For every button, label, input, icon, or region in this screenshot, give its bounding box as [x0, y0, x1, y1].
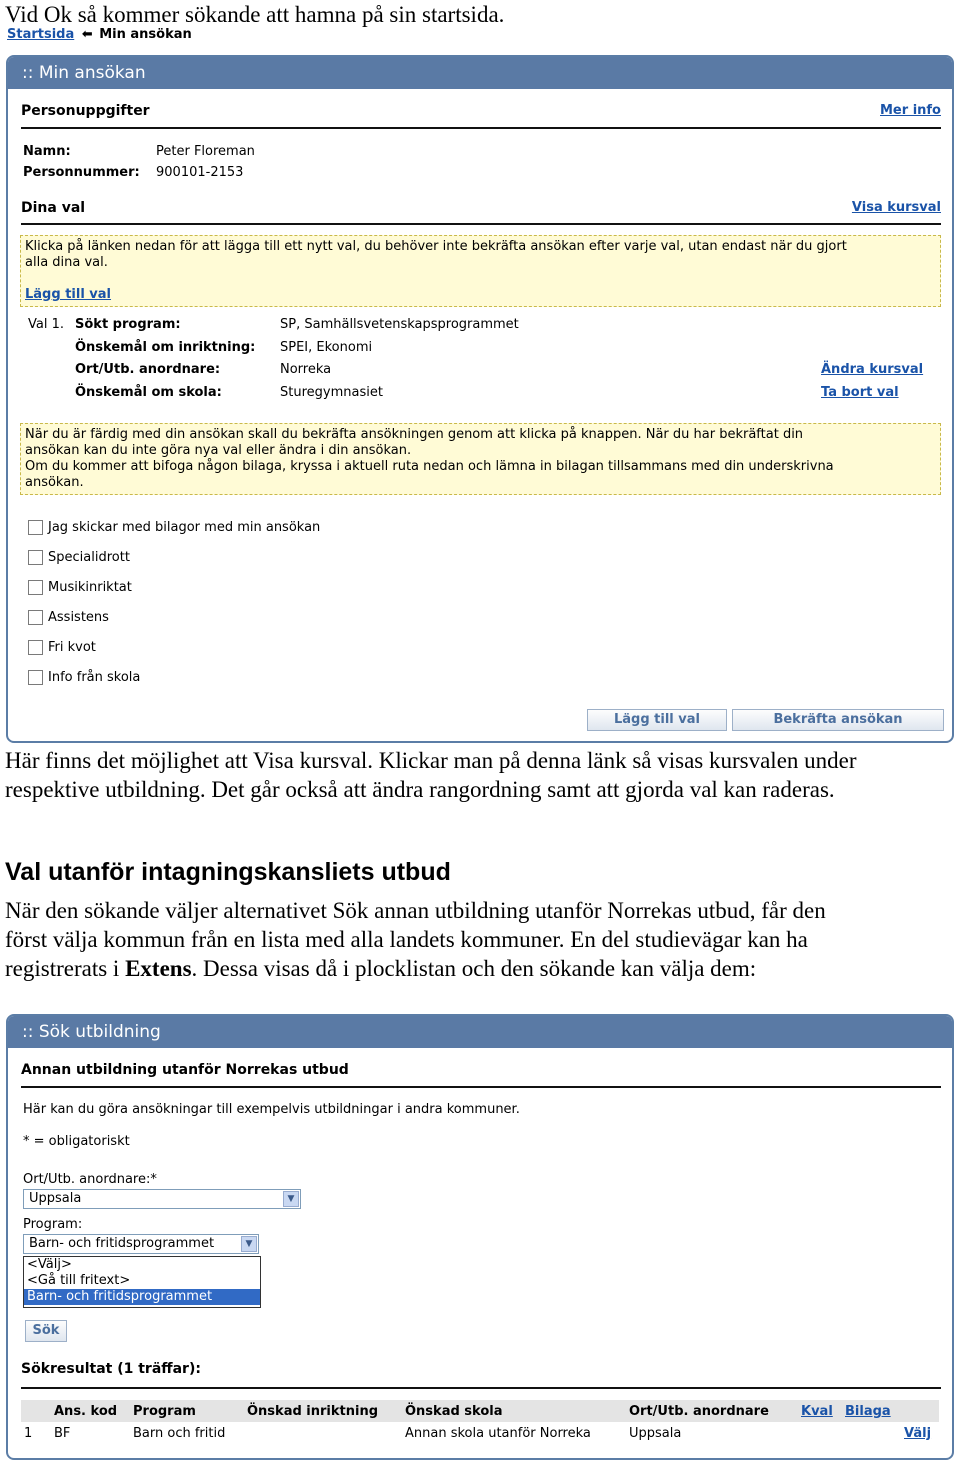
personal-info-title: Personuppgifter: [21, 103, 150, 119]
choice-row-value: SPEI, Ekonomi: [280, 340, 373, 355]
section-heading: Val utanför intagningskansliets utbud: [5, 858, 451, 886]
dropdown-option-selected[interactable]: Barn- och fritidsprogrammet: [24, 1289, 260, 1305]
chevron-down-icon[interactable]: ▼: [241, 1236, 257, 1252]
select-row-link[interactable]: Välj: [904, 1426, 932, 1441]
bold-term: Extens: [125, 956, 192, 981]
note-text: När du är färdig med din ansökan skall du bekräfta ansökningen genom att klicka på knappen. När du har bekräftat din: [25, 427, 804, 442]
cell-code: BF: [54, 1426, 71, 1441]
note-text: alla dina val.: [25, 255, 108, 270]
pnr-value: 900101-2153: [156, 165, 244, 180]
row-number: 1: [24, 1426, 33, 1441]
column-header: Ans. kod: [54, 1404, 118, 1419]
cell-program: Barn och fritid: [133, 1426, 226, 1441]
body-text: [5, 954, 756, 983]
intro-text: Här kan du göra ansökningar till exempelvis utbildningar i andra kommuner.: [23, 1102, 520, 1117]
kval-column-link[interactable]: Kval: [801, 1404, 833, 1419]
show-courses-link[interactable]: Visa kursval: [851, 200, 941, 215]
special-sport-checkbox[interactable]: [28, 550, 43, 565]
confirm-application-button[interactable]: Bekräfta ansökan: [732, 709, 944, 731]
add-choice-link[interactable]: Lägg till val: [25, 287, 112, 302]
note-text: Klicka på länken nedan för att lägga till ett nytt val, du behöver inte bekräfta ansökan efter varje val, utan endast när du gjort: [25, 239, 847, 254]
results-title: Sökresultat (1 träffar):: [21, 1361, 201, 1377]
body-text: respektive utbildning. Det går också att ändra rangordning samt att gjorda val kan raderas.: [5, 777, 835, 802]
choice-number: Val 1.: [28, 317, 64, 332]
divider: [21, 127, 941, 129]
breadcrumb: [7, 27, 192, 42]
free-quota-checkbox[interactable]: [28, 640, 43, 655]
add-choice-button[interactable]: Lägg till val: [587, 709, 727, 731]
name-label: Namn:: [23, 144, 71, 159]
org-select[interactable]: [23, 1189, 301, 1209]
body-text: först välja kommun från en lista med alla landets kommuner. En del studievägar kan ha: [5, 927, 808, 952]
search-button[interactable]: Sök: [25, 1320, 67, 1342]
text-run: . Dessa visas då i plocklistan och den sökande kan välja dem:: [191, 956, 757, 981]
panel-title: :: Min ansökan: [8, 57, 952, 89]
checkbox-label: Assistens: [48, 610, 109, 625]
add-choice-note: [20, 235, 941, 307]
bilaga-column-link[interactable]: Bilaga: [845, 1404, 891, 1419]
back-arrow-icon: ⬅: [81, 27, 93, 42]
choice-row-value: Sturegymnasiet: [280, 385, 383, 400]
more-info-link[interactable]: Mer info: [880, 103, 941, 118]
note-text: ansökan kan du inte göra nya val eller ändra i din ansökan.: [25, 443, 412, 458]
my-application-panel: [6, 55, 954, 743]
chevron-down-icon[interactable]: ▼: [283, 1191, 299, 1207]
body-text: Här finns det möjlighet att Visa kursval. Klickar man på denna länk så visas kursvalen under: [5, 748, 857, 773]
choice-row-label: Sökt program:: [75, 317, 181, 332]
school-info-checkbox[interactable]: [28, 670, 43, 685]
breadcrumb-home-link[interactable]: Startsida: [7, 27, 75, 42]
choices-title: Dina val: [21, 200, 86, 216]
column-header: Ort/Utb. anordnare: [629, 1404, 769, 1419]
confirm-note: [20, 423, 941, 495]
program-select-value: Barn- och fritidsprogrammet: [29, 1236, 215, 1251]
checkbox-label: Jag skickar med bilagor med min ansökan: [48, 520, 321, 535]
remove-choice-link[interactable]: Ta bort val: [821, 385, 899, 400]
panel-title: :: Sök utbildning: [8, 1016, 952, 1048]
section-title: Annan utbildning utanför Norrekas utbud: [21, 1062, 349, 1078]
divider: [21, 1387, 941, 1389]
search-education-panel: [6, 1014, 954, 1460]
program-select[interactable]: [23, 1234, 259, 1254]
text-run: registrerats i: [5, 956, 126, 981]
divider: [21, 1086, 941, 1088]
checkbox-label: Info från skola: [48, 670, 141, 685]
name-value: Peter Floreman: [156, 144, 255, 159]
cell-school: Annan skola utanför Norreka: [405, 1426, 591, 1441]
org-select-value: Uppsala: [29, 1191, 82, 1206]
choice-row-label: Ort/Utb. anordnare:: [75, 362, 221, 377]
intro-text: Vid Ok så kommer sökande att hamna på sin startsida.: [5, 2, 505, 27]
checkbox-label: Fri kvot: [48, 640, 96, 655]
dropdown-option[interactable]: <Gå till fritext>: [27, 1273, 131, 1288]
dropdown-option[interactable]: <Välj>: [27, 1257, 72, 1272]
choice-row-label: Önskemål om inriktning:: [75, 340, 256, 355]
choice-row-label: Önskemål om skola:: [75, 385, 222, 400]
attachments-checkbox[interactable]: [28, 520, 43, 535]
body-text: När den sökande väljer alternativet Sök annan utbildning utanför Norrekas utbud, får den: [5, 898, 826, 923]
pnr-label: Personnummer:: [23, 165, 140, 180]
assistance-checkbox[interactable]: [28, 610, 43, 625]
org-label: Ort/Utb. anordnare:*: [23, 1172, 157, 1187]
music-checkbox[interactable]: [28, 580, 43, 595]
checkbox-label: Specialidrott: [48, 550, 130, 565]
divider: [21, 223, 941, 225]
checkbox-label: Musikinriktat: [48, 580, 132, 595]
column-header: Önskad inriktning: [247, 1404, 379, 1419]
program-dropdown-list: [23, 1256, 261, 1308]
note-text: ansökan.: [25, 475, 84, 490]
program-label: Program:: [23, 1217, 83, 1232]
required-note: * = obligatoriskt: [23, 1134, 130, 1149]
note-text: Om du kommer att bifoga någon bilaga, kryssa i aktuell ruta nedan och lämna in bilagan tillsammans med din underskrivna: [25, 459, 834, 474]
choice-row-value: Norreka: [280, 362, 332, 377]
column-header: Önskad skola: [405, 1404, 503, 1419]
column-header: Program: [133, 1404, 196, 1419]
breadcrumb-current: Min ansökan: [99, 27, 192, 42]
change-course-link[interactable]: Ändra kursval: [821, 362, 924, 377]
cell-org: Uppsala: [629, 1426, 682, 1441]
choice-row-value: SP, Samhällsvetenskapsprogrammet: [280, 317, 519, 332]
